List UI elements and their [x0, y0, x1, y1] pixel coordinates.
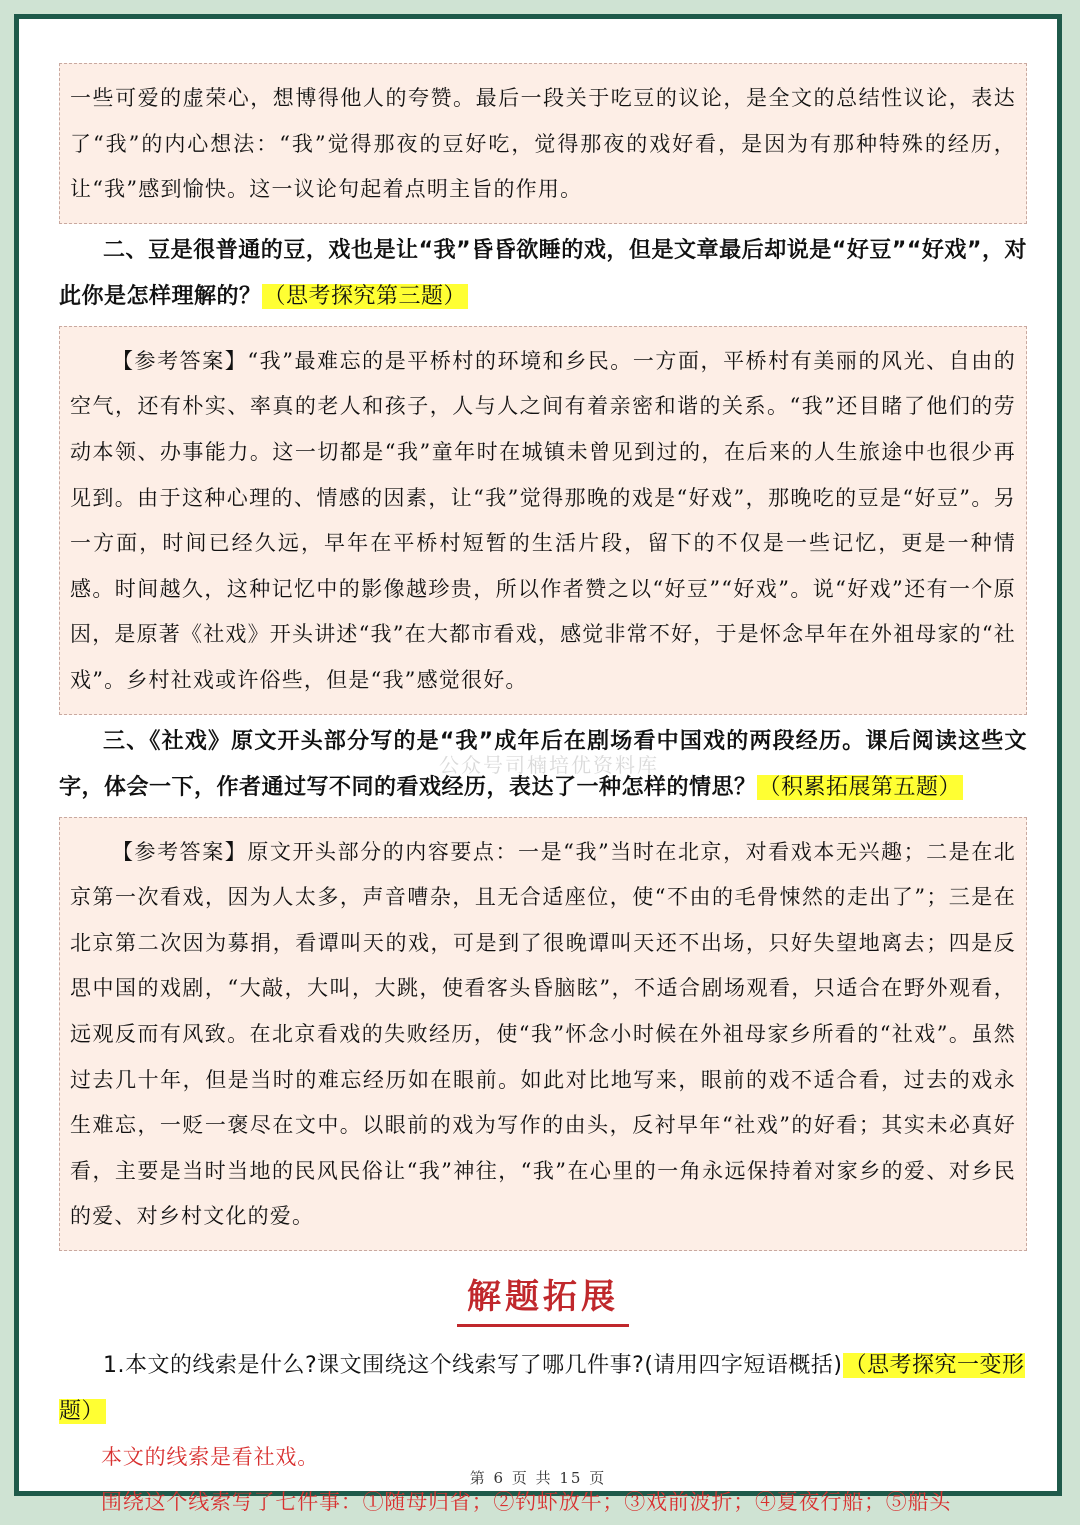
- extension-answer-line-1: 本文的线索是看社戏。: [101, 1444, 319, 1469]
- answer-text-1: 一些可爱的虚荣心，想博得他人的夸赞。最后一段关于吃豆的议论，是全文的总结性议论，表达了“我”的内心想法：“我”觉得那夜的豆好吃，觉得那夜的戏好看，是因为有那种特殊的经历，让“我”感到愉快。这一议论句起着点明主旨的作用。: [70, 86, 1016, 202]
- section-title: [59, 1269, 1027, 1327]
- page-footer: 第 6 页 共 15 页: [469, 1469, 607, 1487]
- answer-box-3: [59, 817, 1027, 1251]
- question-2-tag: （思考探究第三题）: [263, 283, 467, 309]
- question-3: [59, 719, 1027, 811]
- page-content: [59, 63, 1027, 1525]
- extension-question-1-text: 1.本文的线索是什么?课文围绕这个线索写了哪几件事?(请用四字短语概括): [103, 1352, 843, 1378]
- question-3-tag: （积累拓展第五题）: [758, 774, 962, 800]
- answer-box-1: [59, 63, 1027, 224]
- answer-text-2: 【参考答案】“我”最难忘的是平桥村的环境和乡民。一方面，平桥村有美丽的风光、自由的空气，还有朴实、率真的老人和孩子，人与人之间有着亲密和谐的关系。“我”还目睹了他们的劳动本领、办事能力。这一切都是“我”童年时在城镇未曾见到过的，在后来的人生旅途中也很少再见到。由于这种心理的、情感的因素，让“我”觉得那晚的戏是“好戏”，那晚吃的豆是“好豆”。另一方面，时间已经久远，早年在平桥村短暂的生活片段，留下的不仅是一些记忆，更是一种情感。时间越久，这种记忆中的影像越珍贵，所以作者赞之以“好豆”“好戏”。说“好戏”还有一个原因，是原著《社戏》开头讲述“我”在大都市看戏，感觉非常不好，于是怀念早年在外祖母家的“社戏”。乡村社戏或许俗些，但是“我”感觉很好。: [70, 348, 1017, 692]
- extension-question-1: [59, 1343, 1027, 1435]
- page-frame: [14, 14, 1062, 1514]
- extension-answer-line-2: 围绕这个线索写了七件事：①随母归省；②钓虾放牛；③戏前波折；④夏夜行船；⑤船头: [101, 1489, 952, 1514]
- answer-text-3: 【参考答案】原文开头部分的内容要点：一是“我”当时在北京，对看戏本无兴趣；二是在北京第一次看戏，因为人太多，声音嘈杂，且无合适座位，使“不由的毛骨悚然的走出了”；三是在北京第二次因为募捐，看谭叫天的戏，可是到了很晚谭叫天还不出场，只好失望地离去；四是反思中国的戏剧，“大敲，大叫，大跳，使看客头昏脑眩”，不适合剧场观看，只适合在野外观看，远观反而有风致。在北京看戏的失败经历，使“我”怀念小时候在外祖母家乡所看的“社戏”。虽然过去几十年，但是当时的难忘经历如在眼前。如此对比地写来，眼前的戏不适合看，过去的戏永生难忘，一贬一褒尽在文中。以眼前的戏为写作的由头，反衬早年“社戏”的好看；其实未必真好看，主要是当时当地的民风民俗让“我”神往，“我”在心里的一角永远保持着对家乡的爱、对乡民的爱、对乡村文化的爱。: [70, 839, 1016, 1229]
- question-3-text: 三、《社戏》原文开头部分写的是“我”成年后在剧场看中国戏的两段经历。课后阅读这些文字，体会一下，作者通过写不同的看戏经历，表达了一种怎样的情思？: [59, 728, 1027, 800]
- watermark: 公众号司楠培优资料库: [439, 753, 659, 777]
- question-2-text: 二、豆是很普通的豆，戏也是让“我”昏昏欲睡的戏，但是文章最后却说是“好豆”“好戏”，对此你是怎样理解的？: [59, 237, 1027, 309]
- extension-question-1-tag: （思考探究一变形题）: [59, 1352, 1025, 1424]
- section-title-text: 解题拓展: [457, 1269, 629, 1327]
- answer-box-2: [59, 326, 1027, 715]
- question-2: [59, 228, 1027, 320]
